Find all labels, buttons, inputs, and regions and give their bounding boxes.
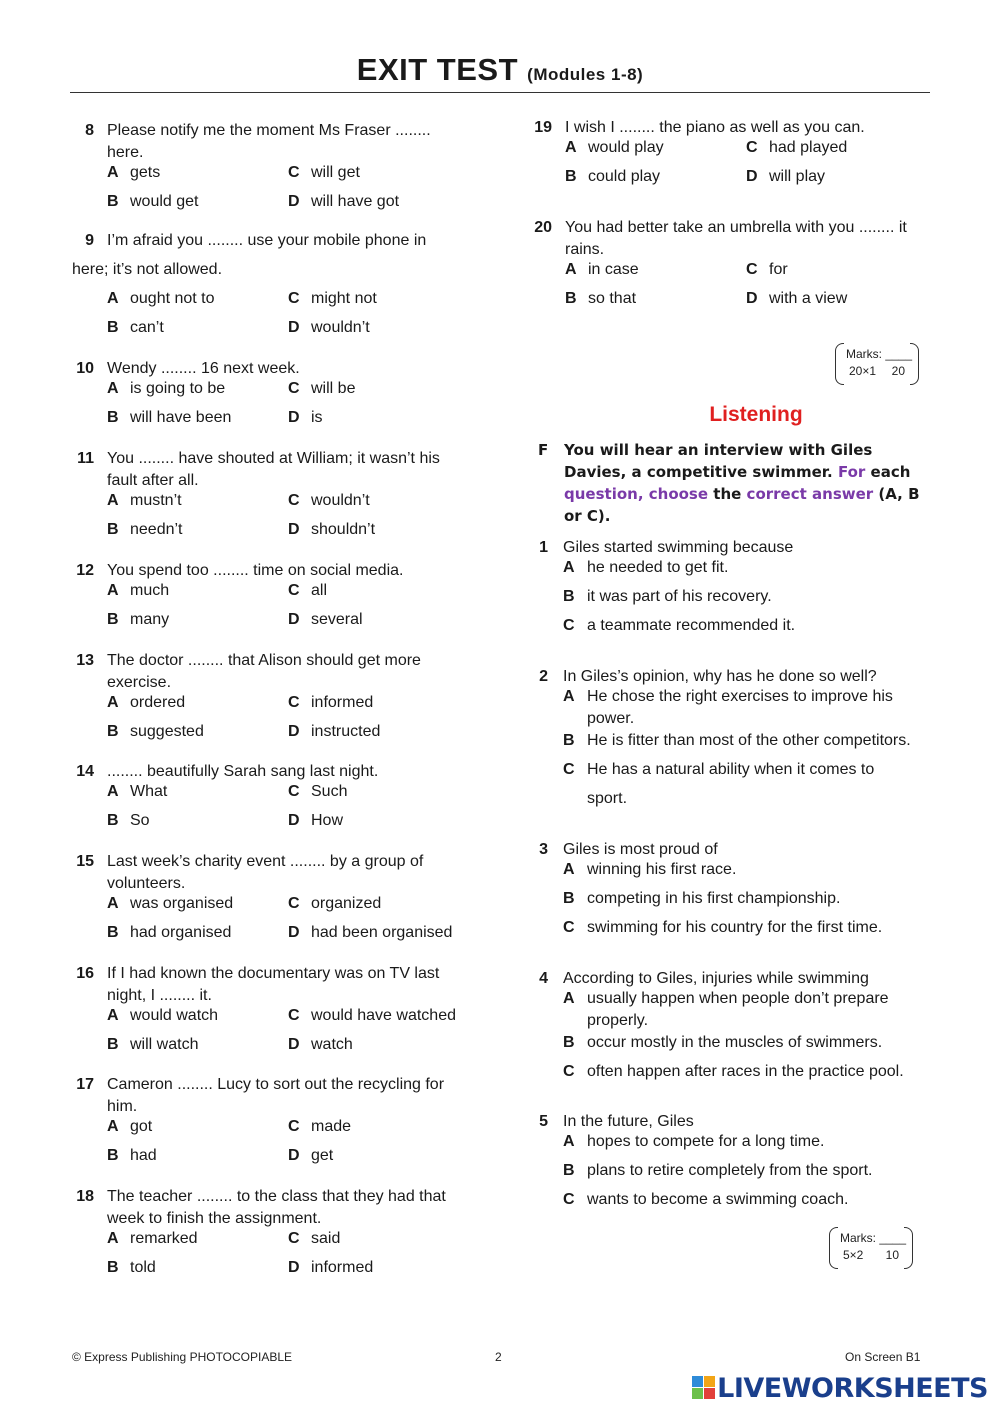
question-stem-line: You had better take an umbrella with you ........ it	[565, 219, 907, 236]
answer-option	[746, 137, 847, 159]
option-letter: A	[107, 582, 119, 599]
option-letter: C	[563, 761, 575, 778]
option-letter: A	[107, 1118, 119, 1135]
option-text-line: he needed to get fit.	[587, 559, 729, 576]
option-letter: B	[563, 1162, 575, 1179]
option-text: many	[130, 611, 170, 628]
marks-formula: 20×1	[849, 364, 877, 378]
answer-option	[107, 317, 164, 339]
option-letter: B	[563, 890, 575, 907]
answer-option	[107, 490, 182, 512]
answer-option	[288, 162, 360, 184]
option-text-line: power.	[587, 710, 635, 727]
question-item	[530, 217, 950, 327]
question-number: 20	[534, 219, 552, 236]
option-letter: C	[288, 492, 300, 509]
option-letter: C	[288, 783, 300, 800]
answer-option	[107, 162, 160, 184]
answer-option	[288, 810, 343, 832]
option-letter: C	[288, 694, 300, 711]
answer-option	[107, 1145, 157, 1167]
option-letter: B	[107, 1259, 119, 1276]
option-letter: A	[107, 783, 119, 800]
option-text: How	[311, 812, 344, 829]
option-text: could play	[588, 168, 661, 185]
option-text-line: wants to become a swimming coach.	[587, 1191, 849, 1208]
question-number: 18	[76, 1188, 94, 1205]
question-number: 14	[76, 763, 94, 780]
option-letter: B	[565, 168, 577, 185]
option-letter: A	[563, 559, 575, 576]
option-letter: C	[288, 164, 300, 181]
option-text-line: He is fitter than most of the other competitors.	[587, 732, 911, 749]
question-number: 2	[539, 668, 548, 685]
option-text-line: winning his first race.	[587, 861, 737, 878]
question-item	[72, 1186, 492, 1296]
option-text-line: often happen after races in the practice pool.	[587, 1063, 904, 1080]
option-text: What	[130, 783, 168, 800]
option-letter: C	[746, 139, 758, 156]
instruction-word: question,	[564, 485, 644, 503]
option-letter: D	[746, 168, 758, 185]
option-text: gets	[130, 164, 161, 181]
option-text-line: hopes to compete for a long time.	[587, 1133, 825, 1150]
answer-option	[288, 288, 377, 310]
option-text: all	[311, 582, 328, 599]
answer-option	[288, 692, 373, 714]
question-number: 9	[85, 232, 94, 249]
answer-option	[107, 721, 204, 743]
option-text: So	[130, 812, 150, 829]
question-stem: In the future, Giles	[563, 1113, 694, 1130]
question-stem-line: I’m afraid you ........ use your mobile phone in	[107, 232, 427, 249]
question-item	[530, 1111, 950, 1241]
option-letter: A	[107, 380, 119, 397]
question-stem-line: You spend too ........ time on social media.	[107, 562, 404, 579]
option-letter: D	[288, 1259, 300, 1276]
option-letter: B	[563, 732, 575, 749]
option-letter: D	[288, 319, 300, 336]
option-text: is going to be	[130, 380, 226, 397]
answer-option	[288, 781, 347, 803]
option-text: organized	[311, 895, 382, 912]
answer-option	[107, 407, 231, 429]
marks-box-listening	[829, 1227, 913, 1267]
marks-total: 10	[885, 1248, 899, 1262]
answer-option	[565, 166, 660, 188]
option-letter: B	[107, 924, 119, 941]
option-letter: B	[107, 193, 119, 210]
title-subtitle: (Modules 1-8)	[527, 65, 644, 84]
answer-option	[107, 1257, 156, 1279]
option-text: for	[769, 261, 788, 278]
question-stem-line: Please notify me the moment Ms Fraser ........	[107, 122, 431, 139]
answer-option	[288, 721, 380, 743]
title-main: EXIT TEST	[356, 52, 519, 87]
option-text-line: properly.	[587, 1012, 649, 1029]
answer-option	[288, 1257, 373, 1279]
footer-book-title: On Screen B1	[845, 1350, 921, 1364]
answer-option	[288, 1228, 340, 1250]
option-letter: A	[563, 990, 575, 1007]
option-letter: D	[288, 812, 300, 829]
option-letter: B	[107, 1147, 119, 1164]
question-item	[530, 839, 950, 969]
option-text: much	[130, 582, 170, 599]
question-number: 1	[539, 539, 548, 556]
option-letter: C	[746, 261, 758, 278]
answer-option	[746, 259, 788, 281]
option-letter: C	[563, 1191, 575, 1208]
question-stem-line: The doctor ........ that Alison should get more	[107, 652, 421, 669]
option-text-line: it was part of his recovery.	[587, 588, 772, 605]
option-letter: D	[288, 723, 300, 740]
answer-option	[107, 609, 169, 631]
marks-label: Marks: ____	[846, 347, 913, 361]
option-letter: A	[107, 492, 119, 509]
option-text: watch	[311, 1036, 353, 1053]
answer-option	[288, 490, 370, 512]
option-text-line: occur mostly in the muscles of swimmers.	[587, 1034, 883, 1051]
option-text-line: competing in his first championship.	[587, 890, 841, 907]
option-text: would watch	[130, 1007, 219, 1024]
question-stem: Giles started swimming because	[563, 539, 794, 556]
option-text: several	[311, 611, 363, 628]
question-stem-line: here.	[107, 144, 144, 161]
option-text: ordered	[130, 694, 186, 711]
option-text: Such	[311, 783, 348, 800]
option-letter: B	[563, 1034, 575, 1051]
question-number: 13	[76, 652, 94, 669]
question-item	[72, 851, 492, 961]
option-text: mustn’t	[130, 492, 182, 509]
logo-square	[704, 1388, 715, 1399]
question-number: 10	[76, 360, 94, 377]
option-text: told	[130, 1259, 156, 1276]
answer-option	[565, 137, 664, 159]
question-item	[530, 117, 950, 227]
option-text: get	[311, 1147, 334, 1164]
option-text: will get	[311, 164, 360, 181]
question-stem-line: here; it’s not allowed.	[72, 261, 223, 278]
option-text-line: plans to retire completely from the sport.	[587, 1162, 873, 1179]
option-letter: C	[563, 1063, 575, 1080]
instruction-word: each	[870, 463, 911, 481]
option-letter: A	[107, 895, 119, 912]
instruction-word: For	[837, 463, 866, 481]
question-stem-line: volunteers.	[107, 875, 186, 892]
question-item	[72, 963, 492, 1073]
instruction-sentence: You will hear an interview with Giles Davies, a competitive swimmer.	[564, 441, 873, 481]
answer-option	[288, 609, 363, 631]
option-text: would play	[588, 139, 664, 156]
question-stem-line: ........ beautifully Sarah sang last night.	[107, 763, 379, 780]
option-letter: B	[107, 1036, 119, 1053]
option-letter: A	[107, 290, 119, 307]
marks-formula: 5×2	[843, 1248, 864, 1262]
question-stem-line: rains.	[565, 241, 605, 258]
option-letter: D	[288, 409, 300, 426]
answer-option	[288, 378, 355, 400]
answer-option	[107, 810, 150, 832]
question-item	[72, 448, 492, 558]
instruction-text	[564, 439, 936, 527]
option-text: would have watched	[311, 1007, 456, 1024]
question-stem-line: Cameron ........ Lucy to sort out the recycling for	[107, 1076, 445, 1093]
marks-label: Marks: ____	[840, 1231, 907, 1245]
logo-square	[692, 1388, 703, 1399]
option-letter: A	[107, 164, 119, 181]
answer-option	[288, 1005, 456, 1027]
question-stem-line: The teacher ........ to the class that they had that	[107, 1188, 446, 1205]
question-number: 16	[76, 965, 94, 982]
option-text: in case	[588, 261, 639, 278]
instruction-word: correct	[746, 485, 807, 503]
instruction-word: answer	[812, 485, 874, 503]
option-letter: D	[746, 290, 758, 307]
option-text: will have been	[130, 409, 232, 426]
option-text-line: He has a natural ability when it comes to	[587, 761, 875, 778]
question-stem-line: I wish I ........ the piano as well as you can.	[565, 119, 865, 136]
question-stem-line: You ........ have shouted at William; it wasn’t his	[107, 450, 440, 467]
footer-copyright: © Express Publishing PHOTOCOPIABLE	[72, 1350, 293, 1364]
marks-left-bracket	[835, 343, 844, 385]
question-item	[72, 120, 492, 230]
option-letter: A	[563, 1133, 575, 1150]
page-title	[0, 52, 1000, 88]
option-letter: A	[107, 694, 119, 711]
answer-option	[288, 191, 399, 213]
answer-option	[288, 893, 381, 915]
answer-option	[107, 1228, 198, 1250]
option-text: shouldn’t	[311, 521, 376, 538]
option-text: wouldn’t	[311, 492, 370, 509]
answer-option	[288, 317, 370, 339]
option-text: needn’t	[130, 521, 183, 538]
question-number: 12	[76, 562, 94, 579]
question-item	[72, 650, 492, 760]
answer-option	[746, 288, 847, 310]
option-letter: D	[288, 1147, 300, 1164]
answer-option	[107, 922, 231, 944]
option-letter: A	[563, 688, 575, 705]
option-letter: A	[563, 861, 575, 878]
option-letter: C	[288, 1230, 300, 1247]
option-text: is	[311, 409, 323, 426]
option-text-line: swimming for his country for the first time.	[587, 919, 883, 936]
answer-option	[746, 166, 825, 188]
instruction-word: the	[713, 485, 742, 503]
answer-option	[288, 922, 452, 944]
option-text: will have got	[311, 193, 400, 210]
option-letter: B	[107, 611, 119, 628]
answer-option	[288, 1116, 351, 1138]
marks-left-bracket	[829, 1227, 838, 1269]
option-letter: B	[107, 319, 119, 336]
question-number: 17	[76, 1076, 94, 1093]
question-stem: Giles is most proud of	[563, 841, 718, 858]
option-text: ought not to	[130, 290, 215, 307]
option-text-line: a teammate recommended it.	[587, 617, 796, 634]
option-text: said	[311, 1230, 341, 1247]
marks-total: 20	[891, 364, 905, 378]
header-divider	[70, 92, 930, 93]
answer-option	[107, 519, 183, 541]
logo-square	[692, 1376, 703, 1387]
question-stem-line: If I had known the documentary was on TV last	[107, 965, 440, 982]
option-text: informed	[311, 1259, 374, 1276]
question-stem-line: Wendy ........ 16 next week.	[107, 360, 300, 377]
question-stem: In Giles’s opinion, why has he done so well?	[563, 668, 877, 685]
option-letter: B	[107, 723, 119, 740]
answer-option	[288, 519, 375, 541]
question-number: 3	[539, 841, 548, 858]
option-letter: A	[565, 261, 577, 278]
question-stem-line: Last week’s charity event ........ by a group of	[107, 853, 424, 870]
answer-option	[107, 580, 169, 602]
answer-option	[288, 1145, 333, 1167]
option-text: will be	[311, 380, 356, 397]
logo-square	[704, 1376, 715, 1387]
answer-option	[107, 692, 185, 714]
marks-box-grammar	[835, 343, 919, 383]
option-letter: C	[288, 290, 300, 307]
question-stem-line: him.	[107, 1098, 138, 1115]
option-text-line: sport.	[587, 790, 628, 807]
option-text: had played	[769, 139, 848, 156]
answer-option	[107, 781, 167, 803]
question-stem-line: fault after all.	[107, 472, 199, 489]
question-number: 19	[534, 119, 552, 136]
option-letter: A	[565, 139, 577, 156]
option-text: will play	[769, 168, 826, 185]
instruction-word: choose	[648, 485, 709, 503]
answer-option	[107, 1116, 152, 1138]
option-text-line: He chose the right exercises to improve his	[587, 688, 893, 705]
option-letter: B	[107, 812, 119, 829]
answer-option	[107, 288, 215, 310]
question-number: 11	[77, 450, 94, 467]
option-text-line: usually happen when people don’t prepare	[587, 990, 889, 1007]
option-text: so that	[588, 290, 637, 307]
option-letter: B	[107, 409, 119, 426]
instruction-letter: F	[538, 441, 549, 459]
question-stem-line: exercise.	[107, 674, 172, 691]
option-text: wouldn’t	[311, 319, 370, 336]
answer-option	[288, 1034, 353, 1056]
option-letter: C	[288, 895, 300, 912]
option-letter: D	[288, 521, 300, 538]
answer-option	[107, 1034, 198, 1056]
liveworksheets-logo-icon	[692, 1376, 716, 1400]
option-letter: C	[288, 380, 300, 397]
question-item	[72, 1074, 492, 1184]
section-title-listening: Listening	[709, 403, 803, 426]
option-letter: D	[288, 924, 300, 941]
option-letter: A	[107, 1230, 119, 1247]
option-letter: C	[288, 1007, 300, 1024]
option-letter: B	[565, 290, 577, 307]
option-text: remarked	[130, 1230, 198, 1247]
question-stem-line: week to finish the assignment.	[107, 1210, 322, 1227]
option-letter: A	[107, 1007, 119, 1024]
option-text: had organised	[130, 924, 232, 941]
option-letter: C	[288, 582, 300, 599]
answer-option	[288, 407, 323, 429]
answer-option	[107, 191, 199, 213]
option-letter: C	[288, 1118, 300, 1135]
option-letter: D	[288, 193, 300, 210]
answer-option	[565, 259, 639, 281]
option-text: would get	[130, 193, 199, 210]
option-text: can’t	[130, 319, 164, 336]
answer-option	[107, 893, 233, 915]
answer-option	[565, 288, 636, 310]
question-item	[530, 666, 950, 807]
option-text: got	[130, 1118, 153, 1135]
option-text: made	[311, 1118, 352, 1135]
option-text: had been organised	[311, 924, 453, 941]
question-number: 5	[539, 1113, 548, 1130]
question-stem-line: night, I ........ it.	[107, 987, 212, 1004]
liveworksheets-brand: LIVEWORKSHEETS	[717, 1373, 988, 1404]
question-item	[530, 968, 950, 1098]
question-item	[72, 230, 492, 340]
option-text: informed	[311, 694, 374, 711]
question-number: 4	[539, 970, 548, 987]
question-number: 15	[76, 853, 94, 870]
option-text: instructed	[311, 723, 381, 740]
question-item	[530, 537, 950, 667]
option-text: suggested	[130, 723, 204, 740]
option-text: will watch	[130, 1036, 199, 1053]
instruction-word: (A, B or C).	[564, 485, 920, 525]
answer-option	[288, 580, 327, 602]
option-letter: C	[563, 919, 575, 936]
option-letter: C	[563, 617, 575, 634]
footer-page-number: 2	[495, 1350, 502, 1364]
option-text: with a view	[769, 290, 848, 307]
option-text: might not	[311, 290, 377, 307]
option-letter: D	[288, 611, 300, 628]
answer-option	[107, 1005, 218, 1027]
option-text: had	[130, 1147, 157, 1164]
answer-option	[107, 378, 225, 400]
option-letter: D	[288, 1036, 300, 1053]
option-text: was organised	[130, 895, 234, 912]
question-number: 8	[85, 122, 94, 139]
question-stem: According to Giles, injuries while swimming	[563, 970, 869, 987]
option-letter: B	[563, 588, 575, 605]
option-letter: B	[107, 521, 119, 538]
